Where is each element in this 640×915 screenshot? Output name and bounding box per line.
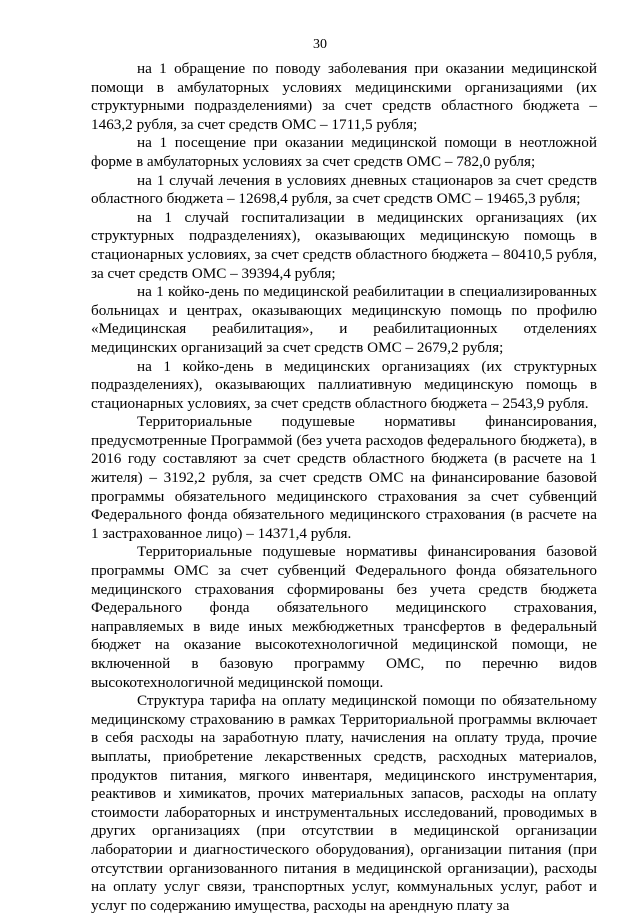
paragraph-palliative-bed-day: на 1 койко-день в медицинских организациях (их структурных подразделениях), оказывающих паллиативную медицинскую помощь в стационарных условиях, за счет средств областного бюджета – 2543,9 рубля. xyxy=(91,357,597,412)
paragraph-hospitalization: на 1 случай госпитализации в медицинских организациях (их структурных подразделениях), оказывающих медицинскую помощь в стационарных условиях, за счет средств областного бюджета – 80410,5 рубля, за счет средств ОМС – 39394,4 рубля; xyxy=(91,208,597,282)
paragraph-emergency-visit: на 1 посещение при оказании медицинской помощи в неотложной форме в амбулаторных условиях за счет средств ОМС – 782,0 рубля; xyxy=(91,134,597,170)
paragraph-rehabilitation-bed-day: на 1 койко-день по медицинской реабилитации в специализированных больницах и центрах, оказывающих медицинскую помощь по профилю «Медицинская реабилитация», и реабилитационных отделениях медицинских организаций за счет средств ОМС – 2679,2 рубля; xyxy=(91,283,597,356)
paragraph-tariff-structure: Структура тарифа на оплату медицинской помощи по обязательному медицинскому страхованию в рамках Территориальной программы включает в себя расходы на заработную плату, начисления на оплату труда, прочие выплаты, приобретение лекарственных средств, расходных материалов, продуктов питания, мягкого инвентаря, медицинского инструментария, реактивов и химикатов, прочих материальных запасов, расходы на оплату стоимости лабораторных и инструментальных исследований, проводимых в других организациях (при отсутствии в медицинской организации лаборатории и диагностического оборудования), организации питания (при отсутствии организованного питания в медицинской организации), расходы на оплату услуг связи, транспортных услуг, коммунальных услуг, работ и услуг по содержанию имущества, расходы на арендную плату за xyxy=(91,692,597,914)
page-number: 30 xyxy=(313,37,327,52)
paragraph-day-hospital: на 1 случай лечения в условиях дневных стационаров за счет средств областного бюджета – 12698,4 рубля, за счет средств ОМС – 19465,3 рубля; xyxy=(91,171,597,208)
paragraph-per-capita-formation: Территориальные подушевые нормативы финансирования базовой программы ОМС за счет субвенций Федерального фонда обязательного медицинского страхования сформированы без учета средств бюджета Федерального фонда обязательного медицинского страхования, направляемых в виде иных межбюджетных трансфертов в федеральный бюджет на оказание высокотехнологичной медицинской помощи, не включенной в базовую программу ОМС, по перечню видов высокотехнологичной медицинской помощи. xyxy=(91,543,597,691)
paragraph-per-capita-standards: Территориальные подушевые нормативы финансирования, предусмотренные Программой (без учета расходов федерального бюджета), в 2016 году составляют за счет средств областного бюджета (в расчете на 1 жителя) – 3192,2 рубля, за счет средств ОМС на финансирование базовой программы обязательного медицинского страхования за счет субвенций Федерального фонда обязательного медицинского страхования (в расчете на 1 застрахованное лицо) – 14371,4 рубля. xyxy=(91,413,597,542)
body-text xyxy=(91,60,597,915)
paragraph-outpatient-visit: на 1 обращение по поводу заболевания при оказании медицинской помощи в амбулаторных условиях медицинскими организациями (их структурными подразделениями) за счет средств областного бюджета – 1463,2 рубля, за счет средств ОМС – 1711,5 рубля; xyxy=(91,60,597,133)
